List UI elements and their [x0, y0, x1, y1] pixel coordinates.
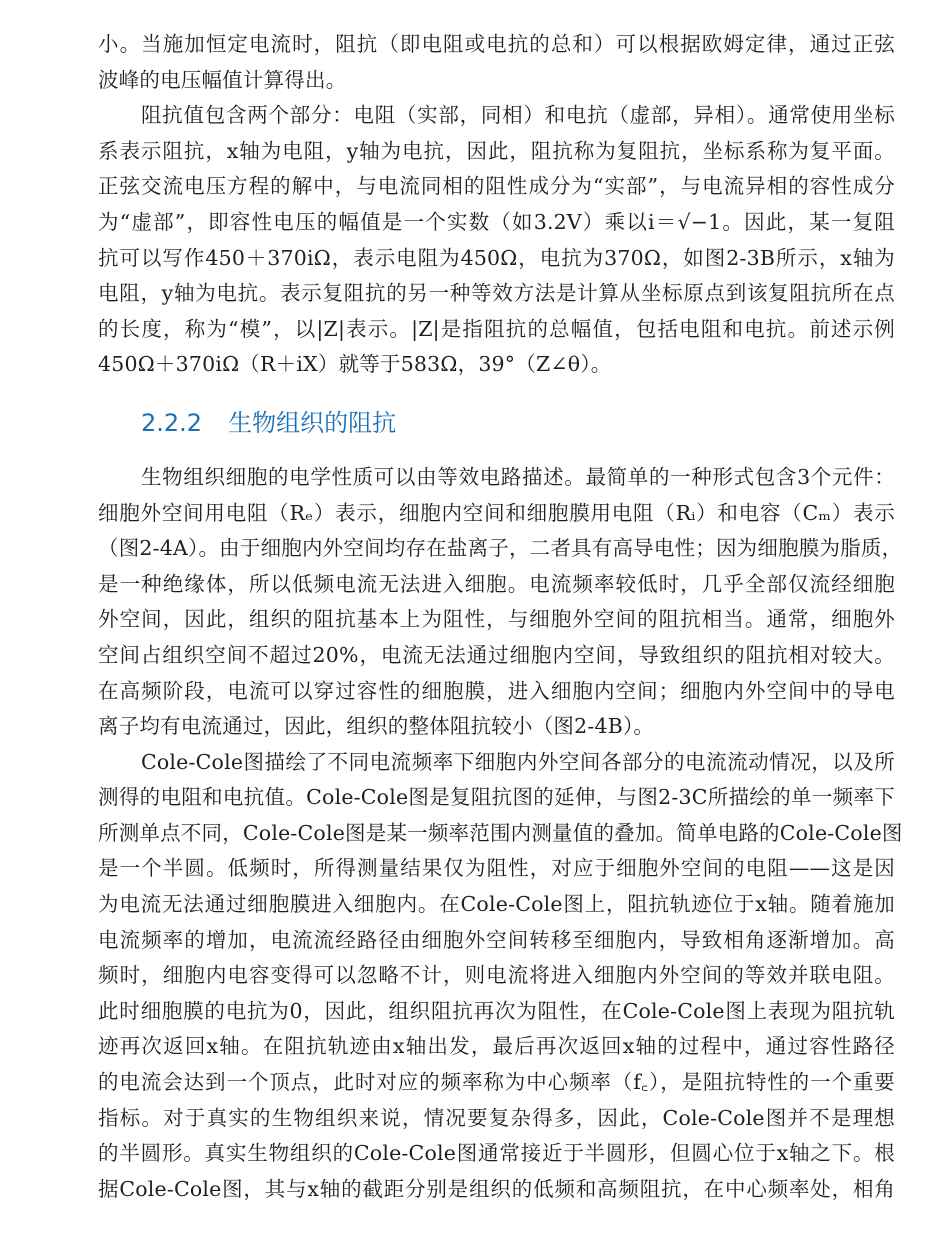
text-line: 抗可以写作450＋370iΩ，表示电阻为450Ω，电抗为370Ω，如图2-3B所示，x轴为 [98, 245, 895, 270]
text-line: 小。当施加恒定电流时，阻抗（即电阻或电抗的总和）可以根据欧姆定律，通过正弦 [98, 32, 895, 56]
text-line: 波峰的电压幅值计算得出。 [98, 67, 347, 92]
text-line: 是一种绝缘体，所以低频电流无法进入细胞。电流频率较低时，几乎全部仅流经细胞 [98, 571, 895, 596]
text-line: 空间占组织空间不超过20%，电流无法通过细胞内空间，导致组织的阻抗相对较大。 [98, 642, 895, 667]
paragraph-colecole [98, 745, 903, 1208]
text-line: （图2-4A）。由于细胞内外空间均存在盐离子，二者具有高导电性；因为细胞膜为脂质， [98, 536, 903, 561]
text-line: 正弦交流电压方程的解中，与电流同相的阻性成分为“实部”，与电流异相的容性成分 [98, 174, 895, 199]
paragraph-impedance [98, 98, 895, 383]
text-line: 电流频率的增加，电流流经路径由细胞外空间转移至细胞内，导致相角逐渐增加。高 [98, 927, 895, 952]
text-line: 的电流会达到一个顶点，此时对应的频率称为中心频率（f꜀），是阻抗特性的一个重要 [98, 1070, 895, 1095]
text-line: 为“虚部”，即容性电压的幅值是一个实数（如3.2V）乘以i＝√−1。因此，某一复阻 [98, 209, 895, 234]
text-line: Cole-Cole图描绘了不同电流频率下细胞内外空间各部分的电流流动情况，以及所 [141, 749, 895, 774]
text-line: 测得的电阻和电抗值。Cole-Cole图是复阻抗图的延伸，与图2-3C所描绘的单一频率下 [98, 785, 895, 810]
text-line: 所测单点不同，Cole-Cole图是某一频率范围内测量值的叠加。简单电路的Cole-Cole图 [98, 820, 903, 845]
text-line: 据Cole-Cole图，其与x轴的截距分别是组织的低频和高频阻抗，在中心频率处，相角 [98, 1176, 895, 1201]
text-line: 的长度，称为“模”，以|Z|表示。|Z|是指阻抗的总幅值，包括电阻和电抗。前述示例 [98, 316, 895, 341]
text-line: 离子均有电流通过，因此，组织的整体阻抗较小（图2-4B）。 [98, 714, 655, 739]
text-line: 系表示阻抗，x轴为电阻，y轴为电抗，因此，阻抗称为复阻抗，坐标系称为复平面。 [98, 138, 895, 163]
text-line: 阻抗值包含两个部分：电阻（实部，同相）和电抗（虚部，异相）。通常使用坐标 [141, 103, 895, 128]
text-line: 在高频阶段，电流可以穿过容性的细胞膜，进入细胞内空间；细胞内外空间中的导电 [98, 678, 895, 703]
text-line: 电阻，y轴为电抗。表示复阻抗的另一种等效方法是计算从坐标原点到该复阻抗所在点 [98, 281, 895, 306]
text-line: 频时，细胞内电容变得可以忽略不计，则电流将进入细胞内外空间的等效并联电阻。 [98, 963, 895, 988]
text-line: 细胞外空间用电阻（Rₑ）表示，细胞内空间和细胞膜用电阻（Rᵢ）和电容（Cₘ）表示 [98, 500, 895, 525]
text-line: 为电流无法通过细胞膜进入细胞内。在Cole-Cole图上，阻抗轨迹位于x轴。随着施加 [98, 892, 895, 917]
section-number: 2.2.2 [141, 408, 203, 437]
text-line: 指标。对于真实的生物组织来说，情况要复杂得多，因此，Cole-Cole图并不是理想 [98, 1105, 895, 1130]
paragraph-intro [98, 27, 895, 98]
section-title: 生物组织的阻抗 [228, 408, 397, 437]
text-line: 是一个半圆。低频时，所得测量结果仅为阻性，对应于细胞外空间的电阻——这是因 [98, 856, 895, 881]
text-line: 的半圆形。真实生物组织的Cole-Cole图通常接近于半圆形，但圆心位于x轴之下。根 [98, 1141, 895, 1166]
text-line: 迹再次返回x轴。在阻抗轨迹由x轴出发，最后再次返回x轴的过程中，通过容性路径 [98, 1034, 895, 1059]
paragraph-tissue [98, 460, 903, 745]
text-line: 外空间，因此，组织的阻抗基本上为阻性，与细胞外空间的阻抗相当。通常，细胞外 [98, 607, 895, 632]
text-line: 此时细胞膜的电抗为0，因此，组织阻抗再次为阻性，在Cole-Cole图上表现为阻抗轨 [98, 998, 895, 1023]
text-line: 450Ω＋370iΩ（R＋iX）就等于583Ω，39°（Z∠θ）。 [98, 352, 612, 377]
section-heading [98, 403, 895, 443]
text-line: 生物组织细胞的电学性质可以由等效电路描述。最简单的一种形式包含3个元件： [141, 464, 895, 489]
